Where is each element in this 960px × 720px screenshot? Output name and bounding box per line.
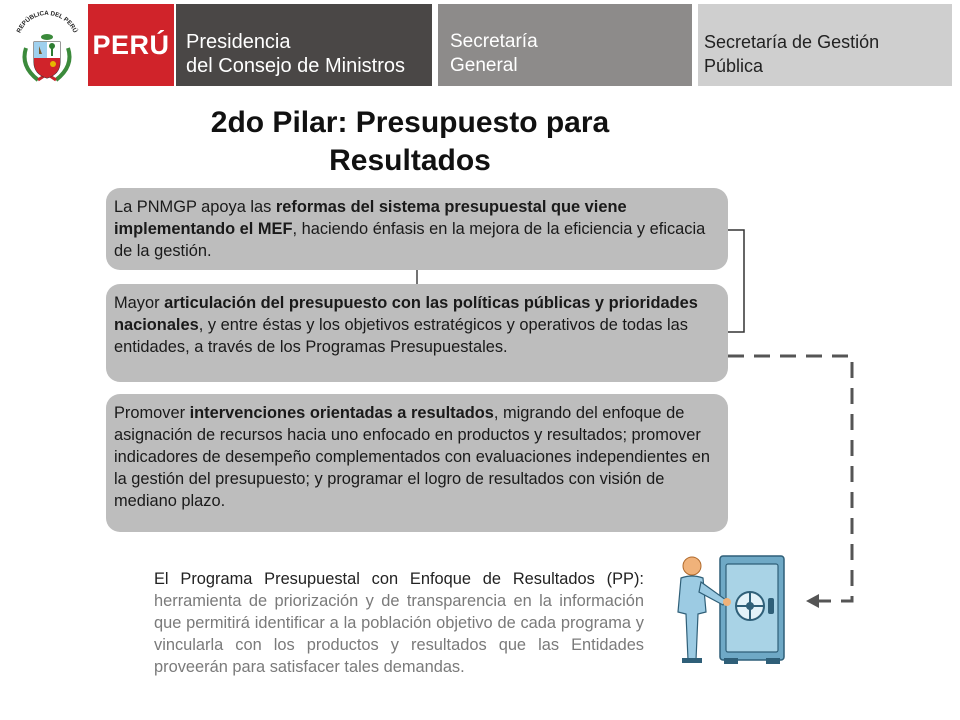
sgp-brand	[698, 4, 952, 86]
header-banner	[0, 0, 960, 92]
box3-bold: intervenciones orientadas a resultados	[189, 404, 494, 422]
box2-post: , y entre éstas y los objetivos estratégicos y operativos de todas las entidades, a través de los Programas Presupuestales.	[114, 316, 688, 356]
desc-rest: herramienta de priorización y de transparencia en la información que permitirá identificar a la población objetivo de cada programa y vincularla con los productos y resultados que las Entidades proveerán para satisfacer tales demandas.	[154, 592, 644, 676]
box2-pre: Mayor	[114, 294, 165, 312]
pcm-line1: Presidencia	[186, 31, 291, 53]
box1-bold: reformas del sistema presupuestal que viene implementando el MEF	[114, 198, 627, 238]
pcm-brand	[176, 4, 432, 86]
sgp-line2: Pública	[704, 56, 764, 76]
sg-brand	[438, 4, 692, 86]
sg-line2: General	[450, 55, 518, 76]
pillar-box-2	[106, 284, 728, 382]
emblem-arc-text: REPÚBLICA DEL PERÚ	[15, 9, 79, 35]
sgp-line1: Secretaría de Gestión	[704, 32, 880, 52]
sg-line1: Secretaría	[450, 31, 538, 52]
bracket-connector	[728, 230, 744, 332]
slide-title	[110, 104, 710, 180]
desc-lead: El Programa Presupuestal con Enfoque de Resultados (PP):	[154, 570, 644, 588]
peru-brand	[88, 4, 174, 86]
svg-text:REPÚBLICA DEL PERÚ	[16, 10, 79, 35]
person-safe-icon	[668, 552, 788, 668]
box1-post: , haciendo énfasis en la mejora de la eficiencia y eficacia de la gestión.	[114, 220, 706, 260]
box2-bold: articulación del presupuesto con las políticas públicas y prioridades nacionales	[114, 294, 698, 334]
title-line1: 2do Pilar: Presupuesto para	[210, 106, 610, 139]
title-line2: Resultados	[329, 144, 491, 177]
coat-of-arms-icon	[8, 4, 86, 88]
peru-label: PERÚ	[92, 29, 170, 60]
arrow-head-icon	[806, 594, 819, 608]
pcm-line2: del Consejo de Ministros	[186, 55, 405, 77]
pillar-box-1	[106, 188, 728, 270]
box3-pre: Promover	[114, 404, 190, 422]
pp-description	[154, 568, 644, 678]
box1-pre: La PNMGP apoya las	[114, 198, 276, 216]
box3-post: , migrando del enfoque de asignación de recursos hacia uno enfocado en productos y resultados; promover indicadores de desempeño complementados con evaluaciones independientes en la gestión del presupuesto; y programar el logro de resultados con visión de mediano plazo.	[114, 404, 710, 510]
pillar-box-3	[106, 394, 728, 532]
